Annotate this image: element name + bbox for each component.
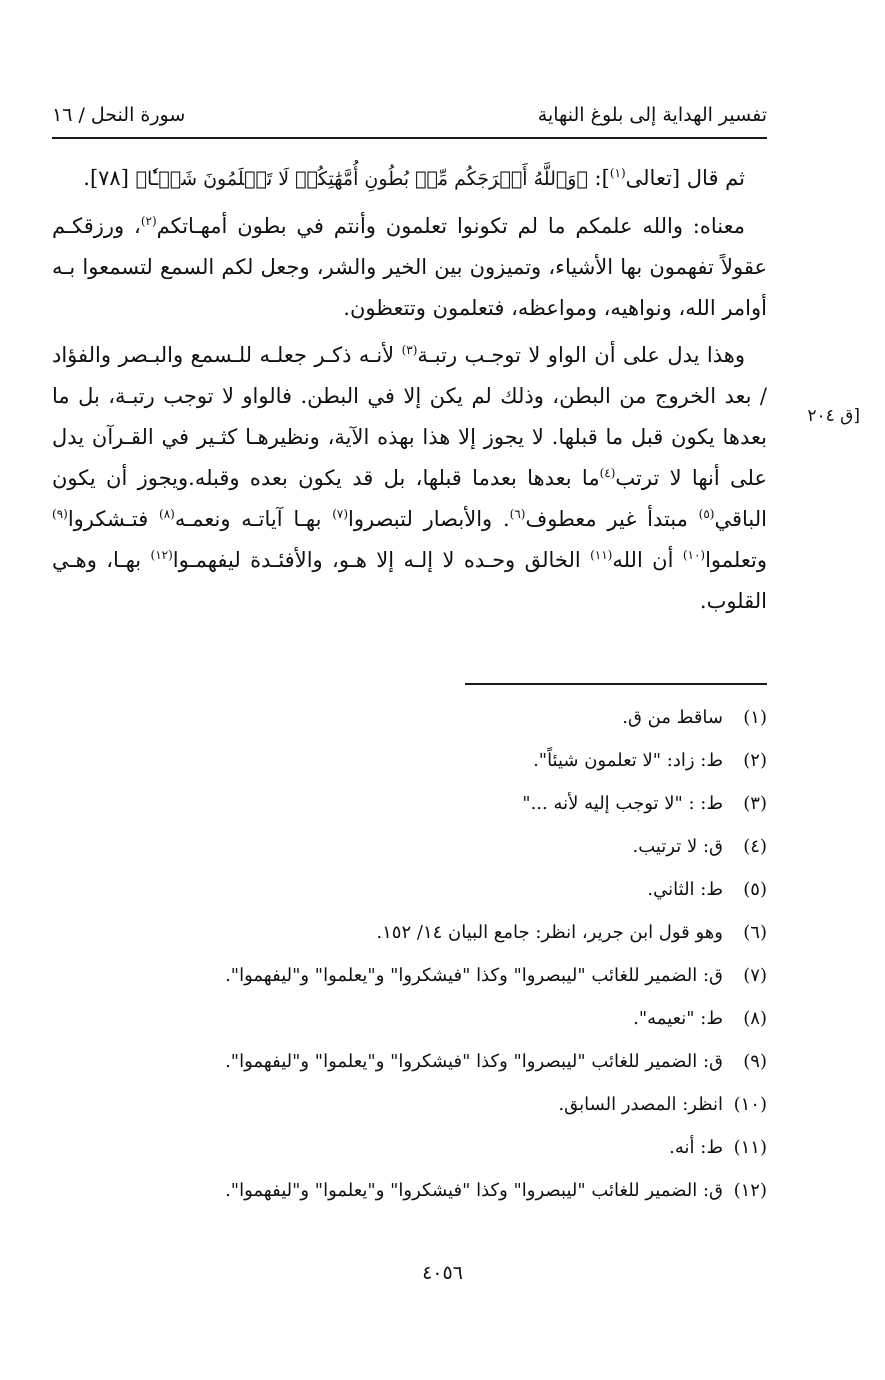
footnote-text: ق: الضمير للغائب "ليبصروا" وكذا "فيشكروا" و"يعلموا" و"ليفهموا". — [225, 965, 723, 986]
footnote-ref: (٤) — [599, 466, 616, 480]
footnote-item — [52, 792, 767, 815]
footnote-ref: (٥) — [698, 507, 715, 521]
paragraph-meaning: معناه: والله علمكم ما لم تكونوا تعلمون وأنتم في بطون أمهـاتكم$^{(٢)}$، ورزقكـم عقولاً تفهمون بها الأشياء، وتميزون بين الخير والشر، وجعل لكم السمع لتسمعوا بـه أوامر الله، ونواهيه، ومواعظه، فتعلمون وتتعظون. — [52, 214, 767, 320]
footnote-ref: (٣) — [401, 343, 418, 357]
footnote-ref: (٩) — [52, 507, 68, 521]
footnote-ref: (٧) — [332, 507, 349, 521]
footnote-item — [52, 1179, 767, 1202]
footnote-number: (١) — [743, 707, 767, 728]
verse-number: [٧٨]. — [83, 166, 136, 190]
footnote-text: ط: : "لا توجب إليه لأنه ..." — [522, 793, 723, 814]
page-header — [52, 96, 767, 126]
paragraph-verse: ثم قال [تعالى$^{(١)}$]: ﴿وَٱللَّهُ أَخۡرَجَكُم مِّنۢ بُطُونِ أُمَّهَٰتِكُمۡ لَا تَعۡلَمُونَ شَيۡـٔٗا﴾ [٧٨]. — [83, 166, 745, 190]
footnote-number: (٥) — [743, 879, 767, 900]
footnote-number: (٢) — [743, 750, 767, 771]
footnote-number: (٧) — [743, 965, 767, 986]
footnote-text: ط: أنه. — [669, 1137, 723, 1158]
footnote-item — [52, 1050, 767, 1073]
footnote-ref: (١٠) — [682, 548, 706, 562]
page-number: ٤٠٥٦ — [422, 1262, 463, 1284]
footnote-ref: (١١) — [590, 548, 613, 562]
surah-reference: سورة النحل / ١٦ — [52, 104, 186, 126]
footnote-text: ق: لا ترتيب. — [632, 836, 723, 857]
footnote-ref: (١٢) — [150, 548, 173, 562]
footnote-ref: (٨) — [159, 507, 175, 521]
footnote-text: انظر: المصدر السابق. — [558, 1094, 723, 1115]
footnote-number: (٦) — [743, 922, 767, 943]
paragraph-commentary: وهذا يدل على أن الواو لا توجـب رتبـة$^{(٣)}$ لأنـه ذكـر جعلـه للـسمع والبـصر والفؤاد / بعد الخروج من البطن، وذلك لم يكن إلا في البطن. فالواو لا توجب رتبـة، بل ما بعدها يكون قبل ما قبلها. لا يجوز إلا هذا بهذه الآية، ونظيرهـا كثـير في القـرآن يدل على أنها لا ترتب$^{(٤)}$ما بعدها بعدما قبلها، بل قد يكون بعده وقبله.ويجوز أن يكون الباقي$^{(٥)}$ مبتدأ غير معطوف$^{(٦)}$. والأبصار لتبصروا$^{(٧)}$ بهـا آياتـه ونعمـه$^{(٨)}$ فتـشكروا$^{(٩)}$ وتعلموا$^{(١٠)}$ أن الله$^{(١١)}$ الخالق وحـده لا إلـه إلا هـو، والأفئـدة ليفهمـوا$^{(١٢)}$ بهـا، وهـي القلوب. — [52, 343, 767, 613]
header-divider — [52, 137, 767, 139]
footnote-text: ساقط من ق. — [622, 707, 723, 728]
footnote-item — [52, 1007, 767, 1030]
footnote-item — [52, 706, 767, 729]
book-title: تفسير الهداية إلى بلوغ النهاية — [537, 104, 767, 126]
footnote-number: (٩) — [743, 1051, 767, 1072]
footnote-text: ط: "نعيمه". — [633, 1008, 723, 1029]
footnote-text: ط: الثاني. — [647, 879, 723, 900]
footnote-item — [52, 749, 767, 772]
footnote-number: (١٠) — [733, 1094, 767, 1115]
footnote-ref: (٦) — [509, 507, 526, 521]
footnote-number: (١١) — [733, 1137, 767, 1158]
footnote-ref: (١) — [609, 166, 626, 180]
footnote-item — [52, 964, 767, 987]
footnote-text: ق: الضمير للغائب "ليبصروا" وكذا "فيشكروا" و"يعلموا" و"ليفهموا". — [225, 1051, 723, 1072]
footnote-ref: (٢) — [140, 214, 157, 228]
footnote-divider — [465, 683, 767, 685]
footnotes — [52, 706, 767, 1222]
main-text — [52, 158, 767, 628]
footnote-number: (٨) — [743, 1008, 767, 1029]
footnote-text: وهو قول ابن جرير، انظر: جامع البيان ١٤/ ١٥٢. — [376, 922, 723, 943]
footnote-item — [52, 921, 767, 944]
footnote-text: ق: الضمير للغائب "ليبصروا" وكذا "فيشكروا" و"يعلموا" و"ليفهموا". — [225, 1180, 723, 1201]
quran-verse: ﴿وَٱللَّهُ أَخۡرَجَكُم مِّنۢ بُطُونِ أُمَّهَٰتِكُمۡ لَا تَعۡلَمُونَ شَيۡـٔٗا﴾ — [135, 168, 588, 190]
footnote-item — [52, 878, 767, 901]
manuscript-page-ref: [ق ٢٠٤ — [807, 406, 860, 426]
footnote-item — [52, 1093, 767, 1116]
footnote-number: (٣) — [743, 793, 767, 814]
footnote-text: ط: زاد: "لا تعلمون شيئاً". — [533, 750, 723, 771]
footnote-item — [52, 1136, 767, 1159]
footnote-number: (٤) — [743, 836, 767, 857]
footnote-item — [52, 835, 767, 858]
footnote-number: (١٢) — [733, 1180, 767, 1201]
